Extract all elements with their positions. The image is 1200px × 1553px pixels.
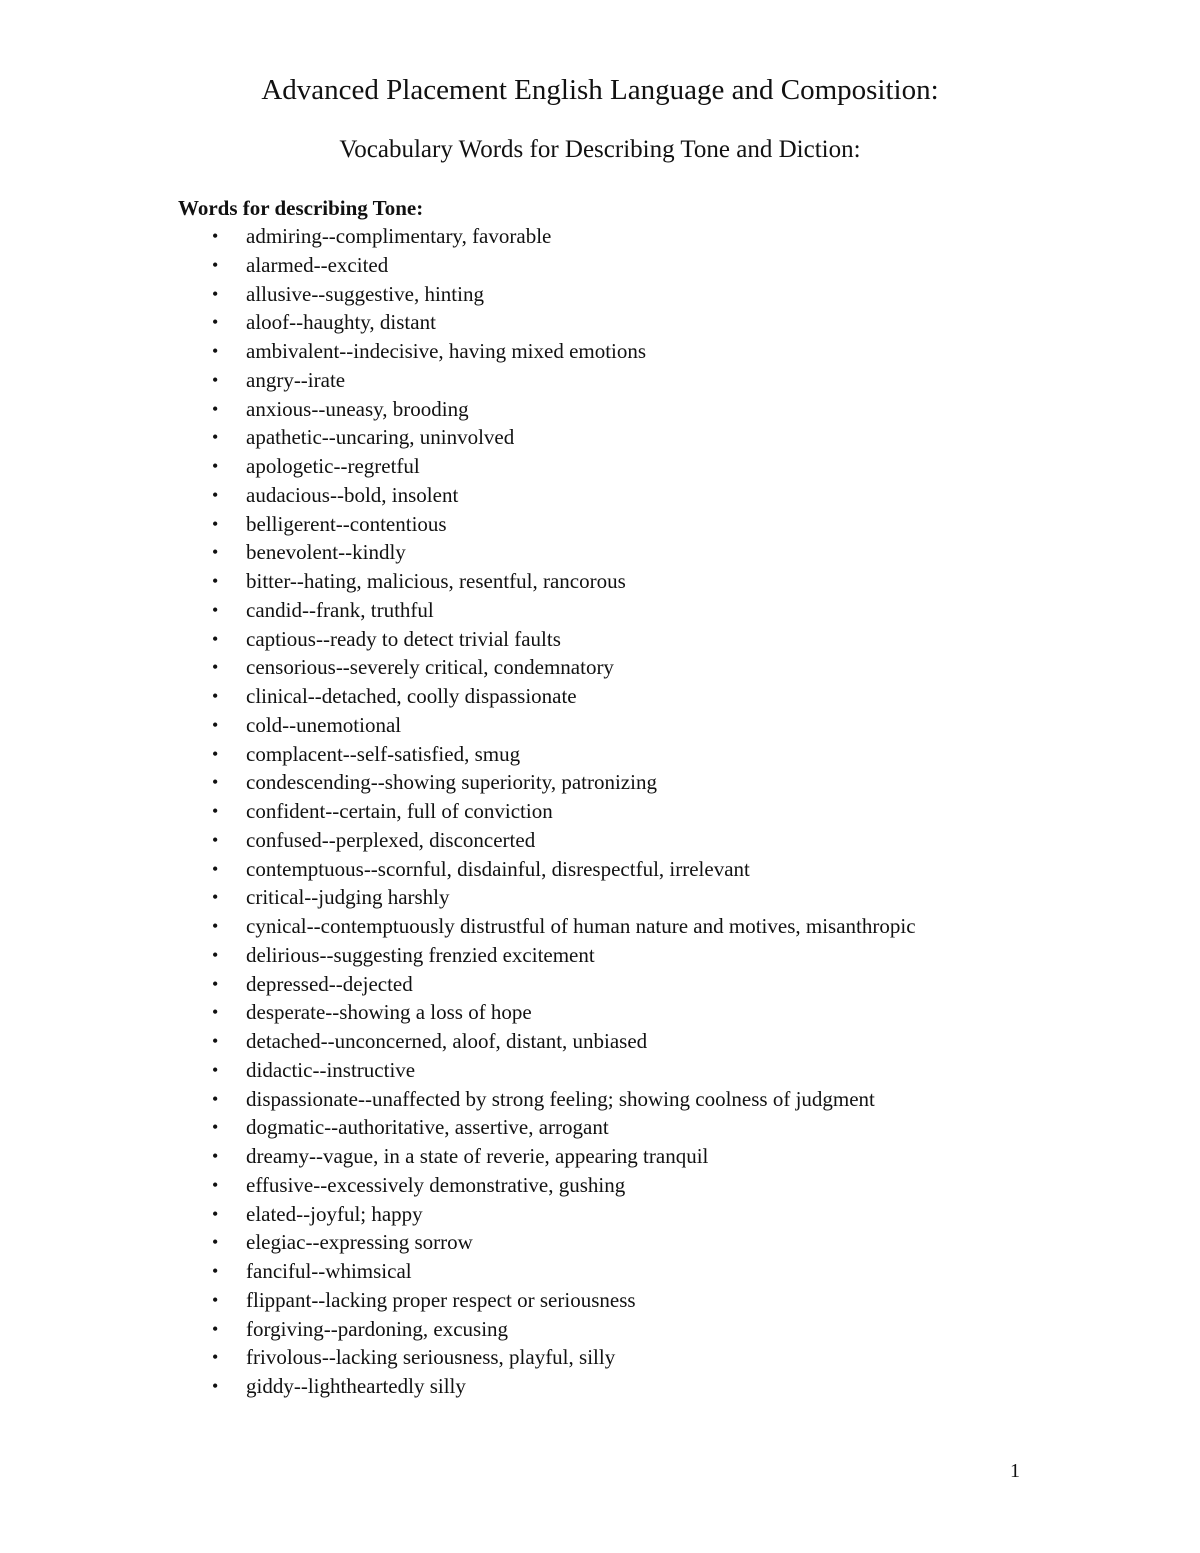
- term-definition: apologetic--regretful: [246, 454, 420, 478]
- bullet-icon: •: [212, 887, 219, 908]
- bullet-icon: •: [212, 1174, 219, 1195]
- bullet-icon: •: [212, 542, 219, 563]
- term-definition: dispassionate--unaffected by strong feeling; showing coolness of judgment: [246, 1086, 875, 1111]
- term-definition: desperate--showing a loss of hope: [246, 1000, 532, 1025]
- bullet-icon: •: [212, 801, 219, 821]
- list-item: [0, 797, 1200, 826]
- list-item: [0, 1257, 1200, 1286]
- list-item: [0, 481, 1200, 510]
- list-item: [0, 1027, 1200, 1056]
- bullet-icon: •: [212, 1059, 219, 1080]
- term-definition: apathetic--uncaring, uninvolved: [246, 425, 515, 450]
- bullet-icon: •: [212, 1002, 219, 1023]
- list-item: [0, 625, 1200, 654]
- bullet-icon: •: [212, 1146, 219, 1166]
- term-definition: confused--perplexed, disconcerted: [246, 827, 536, 852]
- list-item: [0, 308, 1200, 337]
- bullet-icon: •: [212, 398, 219, 419]
- list-item: [0, 1113, 1200, 1142]
- term-definition: flippant--lacking proper respect or seriousness: [246, 1287, 636, 1312]
- bullet-icon: •: [212, 571, 219, 591]
- page-number: 1: [1010, 1460, 1020, 1482]
- term-definition: clinical--detached, coolly dispassionate: [246, 684, 577, 708]
- bullet-icon: •: [212, 1376, 219, 1396]
- list-item: [0, 538, 1200, 567]
- list-item: [0, 423, 1200, 452]
- term-definition: admiring--complimentary, favorable: [246, 224, 552, 248]
- term-definition: frivolous--lacking seriousness, playful, silly: [246, 1345, 616, 1370]
- list-item: [0, 1200, 1200, 1229]
- list-item: [0, 510, 1200, 539]
- list-item: [0, 366, 1200, 395]
- term-definition: aloof--haughty, distant: [246, 310, 436, 335]
- list-item: [0, 1142, 1200, 1171]
- bullet-icon: •: [212, 829, 219, 850]
- bullet-icon: •: [212, 226, 219, 246]
- list-item: [0, 337, 1200, 366]
- bullet-icon: •: [212, 772, 219, 793]
- list-item: [0, 596, 1200, 625]
- bullet-icon: •: [212, 944, 219, 965]
- list-item: [0, 941, 1200, 970]
- bullet-icon: •: [212, 1347, 219, 1368]
- bullet-icon: •: [212, 743, 219, 764]
- term-definition: ambivalent--indecisive, having mixed emotions: [246, 339, 647, 363]
- list-item: [0, 1286, 1200, 1315]
- bullet-icon: •: [212, 599, 219, 620]
- bullet-icon: •: [212, 513, 219, 534]
- bullet-icon: •: [212, 1289, 219, 1310]
- term-definition: didactic--instructive: [246, 1057, 416, 1082]
- bullet-icon: •: [212, 973, 219, 994]
- bullet-icon: •: [212, 1232, 219, 1253]
- bullet-icon: •: [212, 1088, 219, 1109]
- term-definition: candid--frank, truthful: [246, 597, 434, 622]
- list-item: [0, 567, 1200, 596]
- section-heading-tone: Words for describing Tone:: [178, 196, 424, 220]
- term-definition: captious--ready to detect trivial faults: [246, 626, 561, 651]
- list-item: [0, 1056, 1200, 1085]
- list-item: [0, 1343, 1200, 1372]
- document-title: Advanced Placement English Language and Composition:: [261, 74, 939, 106]
- term-definition: anxious--uneasy, brooding: [246, 396, 469, 421]
- term-definition: critical--judging harshly: [246, 885, 450, 910]
- term-definition: depressed--dejected: [246, 971, 413, 996]
- bullet-icon: •: [212, 283, 219, 304]
- bullet-icon: •: [212, 484, 219, 505]
- bullet-icon: •: [212, 312, 219, 333]
- term-definition: dogmatic--authoritative, assertive, arrogant: [246, 1115, 609, 1140]
- term-definition: elated--joyful; happy: [246, 1201, 423, 1226]
- term-definition: benevolent--kindly: [246, 540, 406, 565]
- bullet-icon: •: [212, 686, 219, 706]
- list-item: [0, 826, 1200, 855]
- bullet-icon: •: [212, 1031, 219, 1051]
- list-item: [0, 1085, 1200, 1114]
- term-definition: giddy--lightheartedly silly: [246, 1374, 466, 1398]
- bullet-icon: •: [212, 1117, 219, 1138]
- list-item: [0, 740, 1200, 769]
- list-item: [0, 883, 1200, 912]
- term-definition: delirious--suggesting frenzied excitement: [246, 942, 595, 967]
- list-item: [0, 452, 1200, 481]
- term-definition: belligerent--contentious: [246, 511, 447, 536]
- term-definition: complacent--self-satisfied, smug: [246, 741, 521, 766]
- list-item: [0, 912, 1200, 941]
- bullet-icon: •: [212, 341, 219, 361]
- term-definition: cold--unemotional: [246, 712, 402, 737]
- bullet-icon: •: [212, 858, 219, 879]
- bullet-icon: •: [212, 254, 219, 275]
- bullet-icon: •: [212, 456, 219, 476]
- bullet-icon: •: [212, 1261, 219, 1281]
- term-definition: fanciful--whimsical: [246, 1259, 412, 1283]
- term-definition: censorious--severely critical, condemnatory: [246, 655, 614, 680]
- list-item: [0, 251, 1200, 280]
- bullet-icon: •: [212, 427, 219, 448]
- bullet-icon: •: [212, 916, 219, 936]
- list-item: [0, 653, 1200, 682]
- bullet-icon: •: [212, 369, 219, 390]
- list-item: [0, 855, 1200, 884]
- list-item: [0, 280, 1200, 309]
- term-definition: angry--irate: [246, 367, 346, 392]
- list-item: [0, 711, 1200, 740]
- bullet-icon: •: [212, 628, 219, 649]
- term-definition: bitter--hating, malicious, resentful, rancorous: [246, 569, 626, 593]
- list-item: [0, 1372, 1200, 1401]
- term-definition: dreamy--vague, in a state of reverie, appearing tranquil: [246, 1144, 709, 1168]
- term-definition: condescending--showing superiority, patronizing: [246, 770, 657, 795]
- bullet-icon: •: [212, 1203, 219, 1224]
- list-item: [0, 682, 1200, 711]
- term-definition: audacious--bold, insolent: [246, 482, 459, 507]
- list-item: [0, 395, 1200, 424]
- list-item: [0, 768, 1200, 797]
- tone-term-list: [0, 222, 1200, 1401]
- term-definition: detached--unconcerned, aloof, distant, unbiased: [246, 1029, 648, 1053]
- term-definition: confident--certain, full of conviction: [246, 799, 553, 823]
- list-item: [0, 222, 1200, 251]
- document-subtitle: Vocabulary Words for Describing Tone and Diction:: [339, 136, 861, 163]
- list-item: [0, 998, 1200, 1027]
- term-definition: contemptuous--scornful, disdainful, disrespectful, irrelevant: [246, 856, 750, 881]
- term-definition: forgiving--pardoning, excusing: [246, 1316, 509, 1341]
- list-item: [0, 1228, 1200, 1257]
- term-definition: effusive--excessively demonstrative, gushing: [246, 1172, 626, 1197]
- bullet-icon: •: [212, 1318, 219, 1339]
- term-definition: cynical--contemptuously distrustful of human nature and motives, misanthropic: [246, 914, 916, 938]
- list-item: [0, 1315, 1200, 1344]
- term-definition: alarmed--excited: [246, 252, 389, 277]
- bullet-icon: •: [212, 657, 219, 678]
- term-definition: allusive--suggestive, hinting: [246, 281, 484, 306]
- term-definition: elegiac--expressing sorrow: [246, 1230, 473, 1255]
- list-item: [0, 1171, 1200, 1200]
- list-item: [0, 970, 1200, 999]
- bullet-icon: •: [212, 714, 219, 735]
